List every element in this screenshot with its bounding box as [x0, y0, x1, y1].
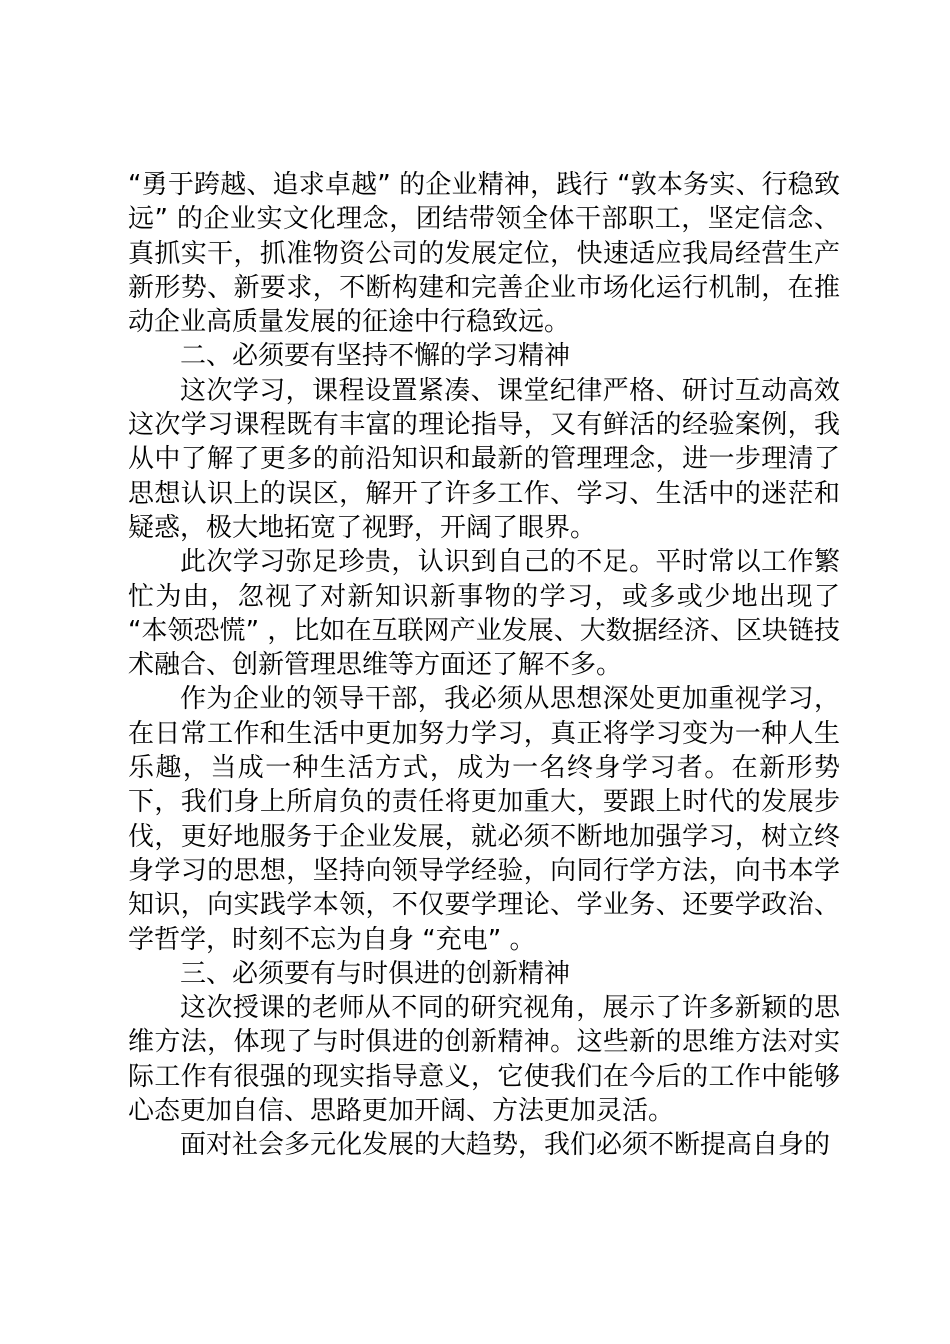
paragraph-learning-1: 这次学习，课程设置紧凑、课堂纪律严格、研讨互动高效这次学习课程既有丰富的理论指导，又有鲜活的经验案例，我从中了解了更多的前沿知识和最新的管理理念，进一步理清了思想认识上的误区，解开了许多工作、学习、生活中的迷茫和疑惑，极大地拓宽了视野，开阔了眼界。: [128, 375, 840, 543]
section-heading-learning: 二、必须要有坚持不懈的学习精神: [180, 341, 571, 372]
paragraph-learning-3: 作为企业的领导干部，我必须从思想深处更加重视学习，在日常工作和生活中更加努力学习，真正将学习变为一种人生乐趣，当成一种生活方式，成为一名终身学习者。在新形势下，我们身上所肩负的责任将更加重大，要跟上时代的发展步伐，更好地服务于企业发展，就必须不断地加强学习，树立终身学习的思想，坚持向领导学经验，向同行学方法，向书本学知识，向实践学本领，不仅要学理论、学业务、还要学政治、学哲学，时刻不忘为自身 “充电” 。: [128, 684, 840, 955]
paragraph-continuation: “勇于跨越、追求卓越” 的企业精神，践行 “敦本务实、行稳致远” 的企业实文化理念，团结带领全体干部职工，坚定信念、真抓实干，抓准物资公司的发展定位，快速适应我局经营生产新形势、新要求，不断构建和完善企业市场化运行机制，在推动企业高质量发展的征途中行稳致远。: [128, 170, 840, 338]
paragraph-innovation-1: 这次授课的老师从不同的研究视角，展示了许多新颖的思维方法，体现了与时俱进的创新精神。这些新的思维方法对实际工作有很强的现实指导意义，它使我们在今后的工作中能够心态更加自信、思路更加开阔、方法更加灵活。: [128, 993, 840, 1127]
section-heading-innovation: 三、必须要有与时俱进的创新精神: [180, 958, 571, 989]
paragraph-innovation-2: 面对社会多元化发展的大趋势，我们必须不断提高自身的: [180, 1130, 831, 1161]
document-body: [128, 168, 840, 1163]
paragraph-learning-2: 此次学习弥足珍贵，认识到自己的不足。平时常以工作繁忙为由，忽视了对新知识新事物的学习，或多或少地出现了 “本领恐慌” ，比如在互联网产业发展、大数据经济、区块链技术融合、创新管理思维等方面还了解不多。: [128, 547, 840, 681]
